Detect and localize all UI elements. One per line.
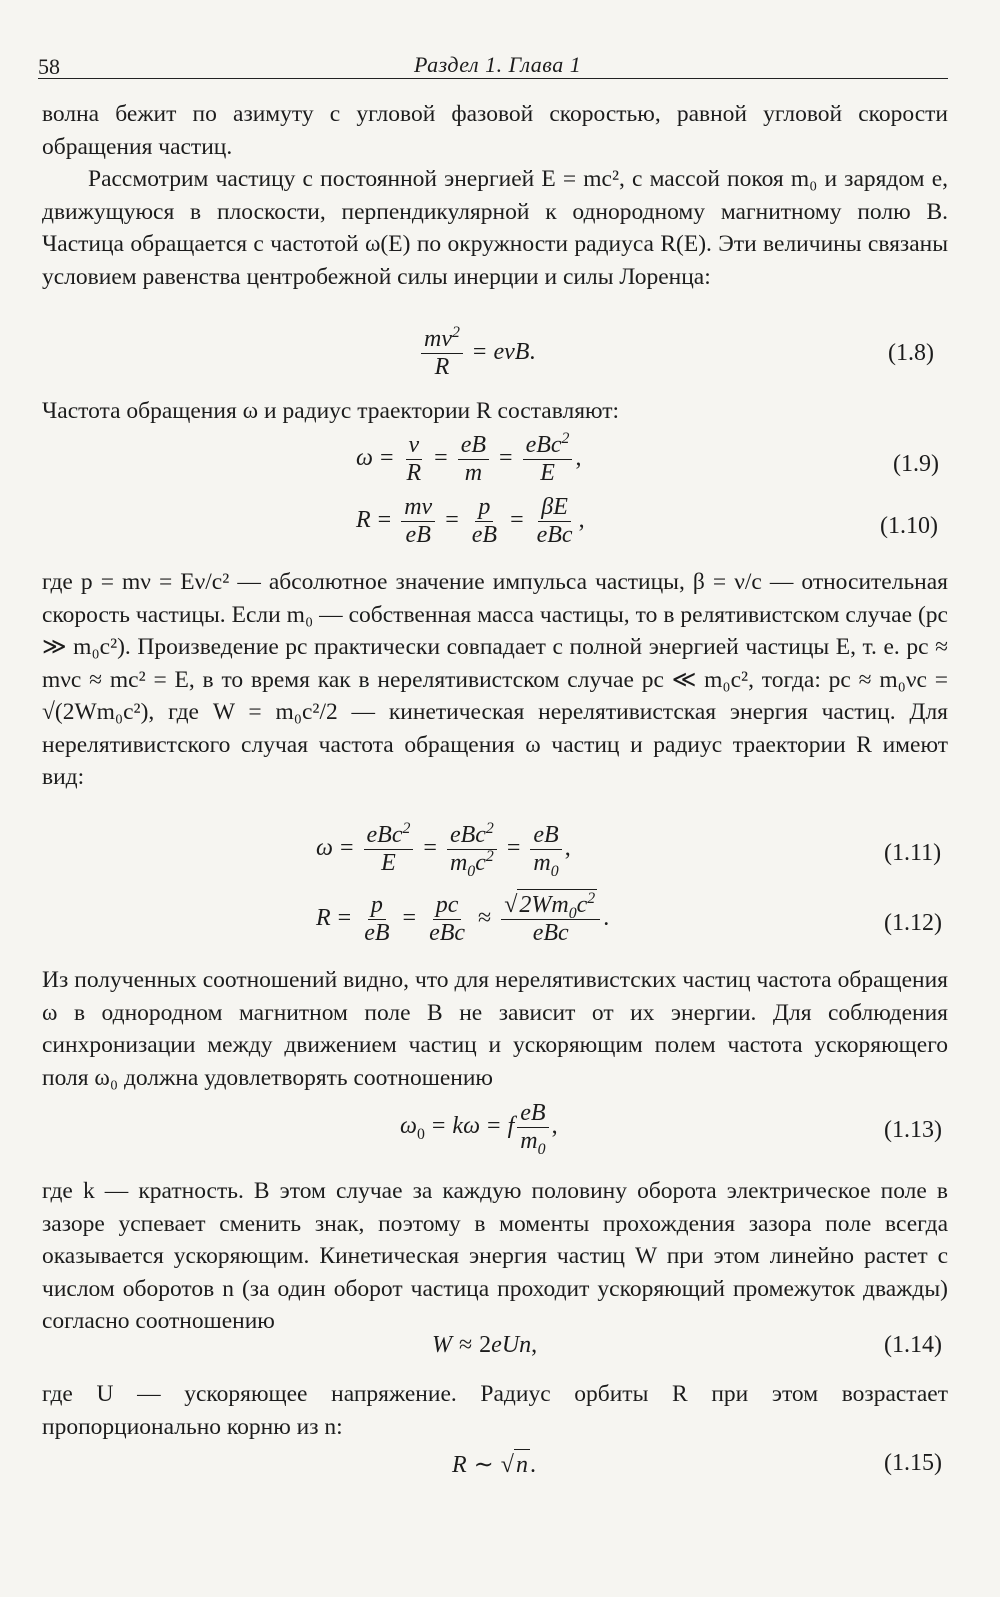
equation-number-1-9: (1.9) bbox=[893, 451, 939, 477]
equation-1-11: ω = $\frac{eBc^2}{E}$ = $\frac{eBc^2}{m_0c^2}$ = $\frac{eB}{m_0}$ , bbox=[316, 820, 571, 880]
running-title: Раздел 1. Глава 1 bbox=[414, 52, 582, 77]
page-number: 58 bbox=[38, 54, 60, 79]
paragraph-4: где p = mν = Eν/c² — абсолютное значение импульса частицы, β = ν/c — относительная скорость частицы. Если m₀ — собственная масса частицы, то в релятивистском случае (pc ≫ m₀c²). Произведение pc практически совпадает с полной энергией частицы E, т. е. pc ≈ mνc ≈ mc² = E, в то время как в нерелятивистском случае pc ≪ m₀c², тогда: pc ≈ m₀νc = √(2Wm₀c²), где W = m₀c²/2 — кинетическая нерелятивистская энергия частиц. Для нерелятивистского случая частота обращения ω частиц и радиус траектории R имеют вид: bbox=[42, 569, 948, 790]
equation-number-1-14: (1.14) bbox=[884, 1332, 942, 1358]
equation-number-1-10: (1.10) bbox=[880, 513, 938, 539]
paragraph-5: Из полученных соотношений видно, что для нерелятивистских частиц частота обращения ω в однородном магнитном поле B не зависит от их энергии. Для соблюдения синхронизации между движением частиц и ускоряющим полем частота ускоряющего поля ω₀ должна удовлетворять соотношению bbox=[42, 967, 948, 1091]
equation-1-8: $\frac{m\nu^2}{R}$ = eνB. bbox=[418, 326, 535, 381]
paragraph-6: где k — кратность. В этом случае за каждую половину оборота электрическое поле в зазоре успевает сменить знак, поэтому в моменты прохождения зазора поле всегда оказывается ускоряющим. Кинетическая энергия частиц W при этом линейно растет с числом оборотов n (за один оборот частица проходит ускоряющий промежуток дважды) согласно соотношению bbox=[42, 1178, 948, 1334]
equation-number-1-12: (1.12) bbox=[884, 910, 942, 936]
equation-number-1-13: (1.13) bbox=[884, 1117, 942, 1143]
equation-number-1-11: (1.11) bbox=[884, 840, 942, 866]
equation-1-15: R ∼ √n. bbox=[452, 1450, 536, 1479]
equation-1-12: R = $\frac{p}{eB}$ = $\frac{pc}{\text{eBc}}$ ≈ $\frac{√2Wm_0c^2}{\text{eBc}}$ . bbox=[316, 890, 610, 946]
equation-1-9: ω = $\frac{\nu}{R}$ = $\frac{eB}{m}$ = $\frac{eBc^2}{E}$ , bbox=[356, 430, 582, 486]
equation-1-14: W ≈ 2eUn, bbox=[432, 1332, 538, 1358]
paragraph-1: волна бежит по азимуту с угловой фазовой скоростью, равной угловой скорости обращения частиц. bbox=[42, 101, 948, 160]
equation-1-13: $\omega_0 = k\omega = f$ $\frac{eB}{m_0}$ , bbox=[400, 1100, 558, 1158]
equation-number-1-8: (1.8) bbox=[888, 340, 934, 366]
paragraph-2: Рассмотрим частицу с постоянной энергией E = mc², с массой покоя m₀ и зарядом e, движущуюся в плоскости, перпендикулярной к однородному магнитному полю B. Частица обращается с частотой ω(E) по окружности радиуса R(E). Эти величины связаны условием равенства центробежной силы инерции и силы Лоренца: bbox=[42, 166, 948, 290]
equation-1-10: R = $\frac{m\nu}{eB}$ = $\frac{p}{eB}$ = $\frac{\beta E}{\text{eBc}}$ , bbox=[356, 494, 585, 548]
equation-number-1-15: (1.15) bbox=[884, 1450, 942, 1476]
paragraph-7: где U — ускоряющее напряжение. Радиус орбиты R при этом возрастает пропорционально корню из n: bbox=[42, 1381, 948, 1440]
paragraph-3: Частота обращения ω и радиус траектории R составляют: bbox=[42, 398, 620, 424]
header-rule bbox=[38, 78, 948, 79]
